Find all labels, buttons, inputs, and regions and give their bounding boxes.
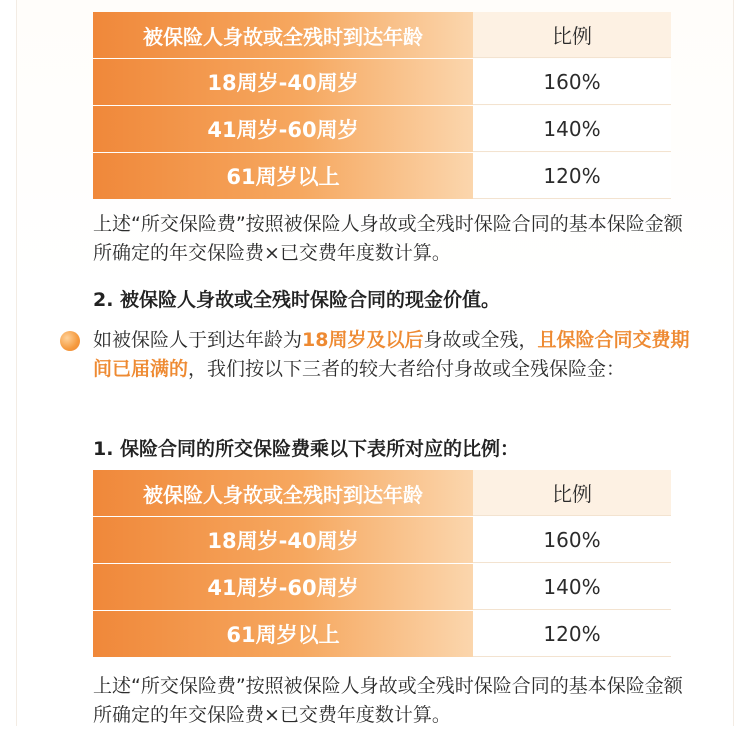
ratio-header: 比例 — [473, 12, 671, 58]
ratio-table-2 — [93, 470, 671, 658]
age-cell: 41周岁-60周岁 — [93, 564, 473, 610]
table-row — [93, 611, 671, 657]
condition-paragraph — [93, 326, 693, 384]
ratio-cell: 160% — [473, 517, 671, 563]
table-row — [93, 564, 671, 610]
ratio-cell: 140% — [473, 106, 671, 152]
table-row — [93, 59, 671, 105]
item-premium-ratio: 1. 保险合同的所交保险费乘以下表所对应的比例： — [93, 438, 520, 460]
ratio-cell: 120% — [473, 611, 671, 657]
table-header-row — [93, 470, 671, 516]
ratio-cell: 140% — [473, 564, 671, 610]
table-row — [93, 153, 671, 199]
age-cell: 61周岁以上 — [93, 611, 473, 657]
condition-highlight-period: 且保险合同交费期间已届满的 — [93, 329, 690, 380]
ratio-cell: 160% — [473, 59, 671, 105]
condition-prefix: 如被保险人于到达年龄为 — [93, 329, 303, 351]
premium-note: 上述“所交保险费”按照被保险人身故或全残时保险合同的基本保险金额所确定的年交保险费×已交费年度数计算。 — [93, 213, 683, 264]
condition-highlight-age: 18周岁及以后 — [302, 329, 424, 351]
age-cell: 18周岁-40周岁 — [93, 517, 473, 563]
premium-note-2: 上述“所交保险费”按照被保险人身故或全残时保险合同的基本保险金额所确定的年交保险费×已交费年度数计算。 — [93, 675, 683, 726]
age-header: 被保险人身故或全残时到达年龄 — [93, 470, 473, 516]
condition-suffix: ，我们按以下三者的较大者给付身故或全残保险金： — [188, 358, 626, 380]
table-row — [93, 106, 671, 152]
age-cell: 61周岁以上 — [93, 153, 473, 199]
bullet-icon — [60, 331, 80, 351]
age-cell: 18周岁-40周岁 — [93, 59, 473, 105]
condition-middle: 身故或全残， — [423, 329, 538, 351]
ratio-cell: 120% — [473, 153, 671, 199]
table-row — [93, 517, 671, 563]
age-header: 被保险人身故或全残时到达年龄 — [93, 12, 473, 58]
age-cell: 41周岁-60周岁 — [93, 106, 473, 152]
table-header-row — [93, 12, 671, 58]
item-cash-value: 2. 被保险人身故或全残时保险合同的现金价值。 — [93, 289, 501, 311]
ratio-table-1 — [93, 12, 671, 200]
ratio-header: 比例 — [473, 470, 671, 516]
